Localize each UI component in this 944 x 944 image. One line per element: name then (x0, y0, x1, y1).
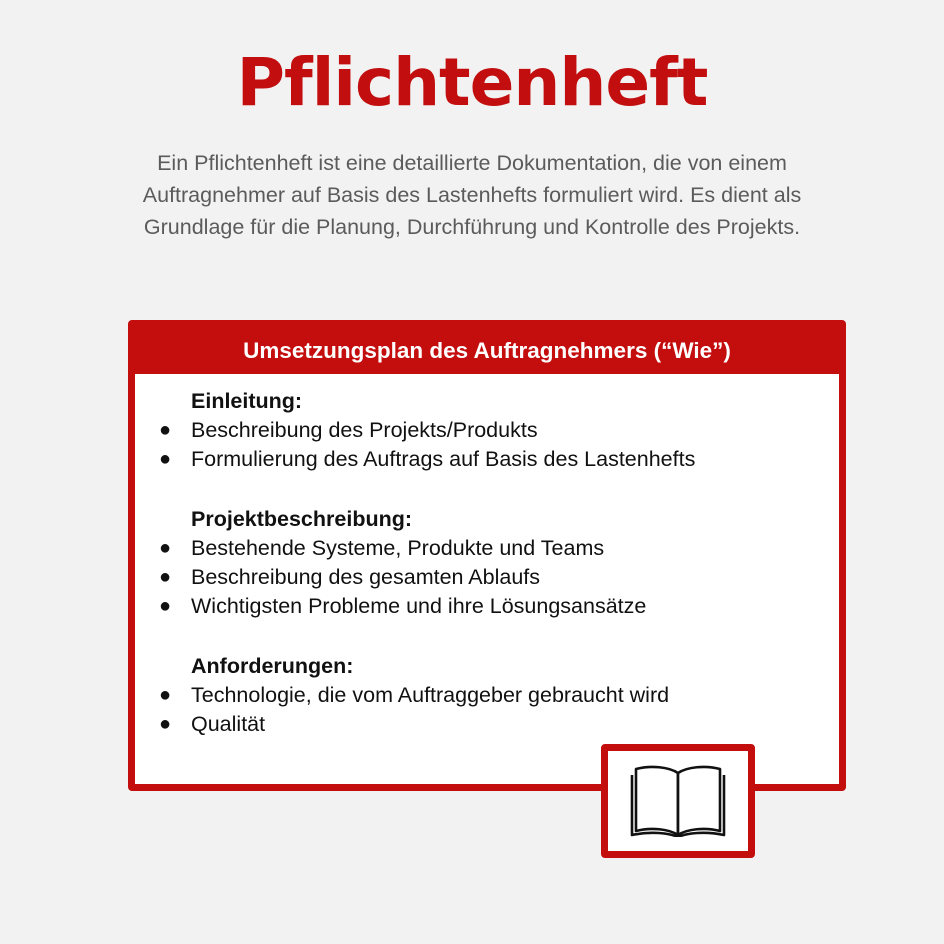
list-item (135, 563, 839, 592)
list-item-text: Formulierung des Auftrags auf Basis des Lastenhefts (191, 447, 696, 471)
intro-text: Ein Pflichtenheft ist eine detaillierte Dokumentation, die von einem Auftragnehmer auf Basis des Lastenhefts formuliert wird. Es dient als Grundlage für die Planung, Durchführung und Kontrolle des Projekts. (142, 151, 802, 239)
bullet-icon: ● (158, 448, 172, 470)
page-title: Pflichtenheft (236, 44, 708, 121)
bullet-icon: ● (158, 684, 172, 706)
list-item (135, 710, 839, 739)
book-icon-box (601, 744, 755, 858)
implementation-plan-card (128, 320, 846, 791)
list-item (135, 445, 839, 474)
bullet-icon: ● (158, 595, 172, 617)
section-einleitung (135, 386, 839, 474)
section-heading: Einleitung: (191, 389, 303, 413)
list-item (135, 592, 839, 621)
list-item (135, 681, 839, 710)
list-item-text: Bestehende Systeme, Produkte und Teams (191, 536, 605, 560)
list-item-text: Beschreibung des gesamten Ablaufs (191, 565, 541, 589)
card-body (135, 386, 839, 769)
section-heading: Projektbeschreibung: (191, 507, 413, 531)
bullet-icon: ● (158, 713, 172, 735)
bullet-icon: ● (158, 566, 172, 588)
list-item-text: Qualität (191, 712, 266, 736)
list-item-text: Wichtigsten Probleme und ihre Lösungsansätze (191, 594, 647, 618)
bullet-icon: ● (158, 537, 172, 559)
section-heading: Anforderungen: (191, 654, 354, 678)
section-projektbeschreibung (135, 504, 839, 621)
list-item-text: Beschreibung des Projekts/Produkts (191, 418, 538, 442)
section-anforderungen (135, 651, 839, 739)
bullet-icon: ● (158, 419, 172, 441)
list-item (135, 534, 839, 563)
list-item (135, 416, 839, 445)
open-book-icon (629, 765, 727, 837)
card-header: Umsetzungsplan des Auftragnehmers (“Wie”) (135, 327, 839, 374)
list-item-text: Technologie, die vom Auftraggeber gebraucht wird (191, 683, 670, 707)
